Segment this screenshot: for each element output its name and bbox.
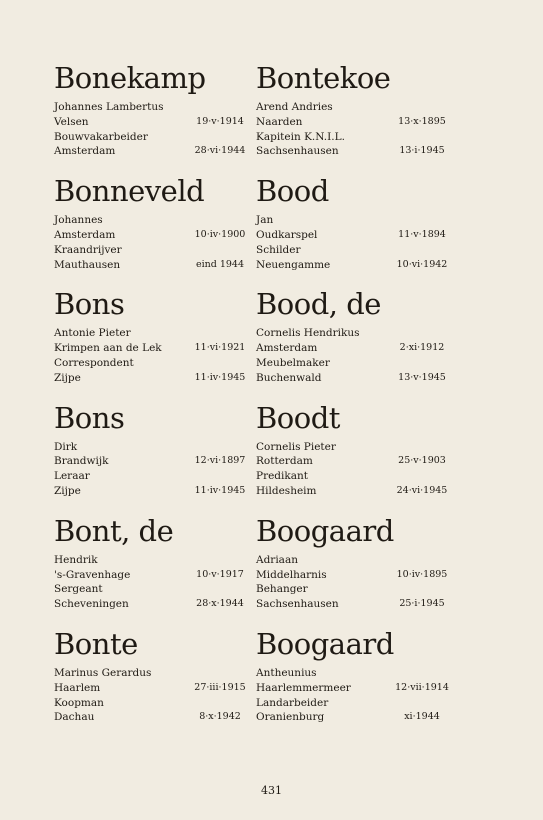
surname-heading: Bonte (54, 626, 138, 661)
death-date: eind 1944 (195, 258, 245, 270)
given-names: Johannes Lambertus (54, 101, 164, 113)
birth-row (54, 228, 254, 243)
occupation-row (256, 469, 456, 484)
birth-date: 10·v·1917 (196, 568, 244, 580)
death-row (256, 371, 456, 386)
death-date: 28·x·1944 (196, 598, 244, 610)
given-names-row (54, 666, 254, 681)
entry-bons-antonie (54, 276, 254, 389)
death-row (54, 597, 254, 612)
death-place: Mauthausen (54, 258, 121, 271)
birth-date: 11·v·1894 (398, 228, 446, 240)
entry-bonekamp (54, 50, 254, 163)
left-column (54, 50, 254, 725)
death-date: 11·iv·1945 (194, 371, 246, 383)
given-names-row (256, 553, 456, 568)
occupation: Predikant (256, 470, 308, 483)
death-place: Dachau (54, 711, 95, 724)
occupation: Bouwvakarbeider (54, 130, 148, 143)
birth-row (54, 454, 254, 469)
death-date: 11·iv·1945 (194, 484, 246, 496)
birth-place: Naarden (256, 115, 303, 128)
occupation-row (54, 356, 254, 371)
death-date: xi·1944 (404, 711, 440, 723)
occupation: Behanger (256, 583, 308, 596)
given-names-row (54, 100, 254, 115)
birth-date: 2·xi·1912 (399, 342, 445, 354)
entry-bons-dirk (54, 390, 254, 503)
death-date: 10·vi·1942 (396, 258, 448, 270)
death-row (256, 258, 456, 273)
death-row (54, 258, 254, 273)
page-number: 431 (261, 784, 282, 797)
death-date: 13·v·1945 (398, 371, 446, 383)
given-names: Cornelis Pieter (256, 440, 336, 453)
birth-row (256, 115, 456, 130)
occupation: Schilder (256, 243, 301, 256)
birth-place: Rotterdam (256, 455, 313, 468)
death-row (256, 597, 456, 612)
given-names-row (256, 440, 456, 455)
birth-row (256, 681, 456, 696)
occupation-row (256, 130, 456, 145)
given-names-row (256, 213, 456, 228)
death-row (54, 484, 254, 499)
birth-row (54, 341, 254, 356)
birth-place: Krimpen aan de Lek (54, 342, 162, 355)
given-names-row (54, 553, 254, 568)
occupation: Sergeant (54, 583, 103, 596)
death-date: 24·vi·1945 (396, 484, 448, 496)
occupation-row (54, 243, 254, 258)
given-names-row (256, 666, 456, 681)
surname-heading: Boodt (256, 400, 340, 435)
given-names: Antheunius (256, 666, 317, 679)
birth-date: 27·iii·1915 (194, 681, 246, 693)
entry-bood (256, 163, 456, 276)
given-names: Antonie Pieter (54, 327, 131, 340)
death-place: Hildesheim (256, 484, 317, 497)
birth-row (256, 228, 456, 243)
death-place: Sachsenhausen (256, 598, 339, 611)
birth-row (256, 454, 456, 469)
given-names: Adriaan (256, 553, 298, 566)
surname-heading: Bonneveld (54, 174, 205, 209)
death-place: Zijpe (54, 484, 81, 497)
birth-date: 11·vi·1921 (194, 342, 246, 354)
birth-row (54, 568, 254, 583)
occupation-row (256, 243, 456, 258)
birth-date: 12·vii·1914 (395, 681, 449, 693)
death-place: Sachsenhausen (256, 145, 339, 158)
birth-row (54, 115, 254, 130)
birth-place: Haarlemmermeer (256, 681, 351, 694)
birth-place: Velsen (54, 115, 89, 128)
entry-bonte (54, 616, 254, 725)
birth-place: Haarlem (54, 681, 101, 694)
entry-bontekoe (256, 50, 456, 163)
occupation-row (54, 469, 254, 484)
birth-place: Brandwijk (54, 455, 109, 468)
birth-date: 19·v·1914 (196, 115, 244, 127)
surname-heading: Bons (54, 400, 125, 435)
occupation-row (256, 582, 456, 597)
birth-row (256, 341, 456, 356)
entry-boodt (256, 390, 456, 503)
surname-heading: Bonekamp (54, 61, 206, 95)
given-names: Dirk (54, 440, 78, 453)
given-names: Marinus Gerardus (54, 666, 152, 679)
occupation-row (54, 130, 254, 145)
occupation: Kapitein K.N.I.L. (256, 130, 345, 143)
given-names: Johannes (54, 214, 103, 227)
surname-heading: Bontekoe (256, 61, 391, 95)
death-place: Oranienburg (256, 711, 325, 724)
birth-place: 's-Gravenhage (54, 568, 131, 581)
occupation: Leraar (54, 470, 90, 483)
birth-place: Amsterdam (256, 342, 318, 355)
right-column (256, 50, 456, 725)
birth-date: 12·vi·1897 (194, 455, 246, 467)
death-place: Zijpe (54, 371, 81, 384)
given-names: Jan (256, 214, 274, 227)
given-names: Arend Andries (256, 101, 333, 113)
given-names: Hendrik (54, 553, 98, 566)
death-row (256, 710, 456, 725)
death-date: 13·i·1945 (399, 145, 445, 157)
given-names-row (54, 213, 254, 228)
given-names-row (256, 100, 456, 115)
surname-heading: Bood, de (256, 287, 381, 322)
surname-heading: Bons (54, 287, 125, 322)
death-place: Buchenwald (256, 371, 322, 384)
birth-row (256, 568, 456, 583)
death-place: Amsterdam (54, 145, 116, 158)
entry-bood-de (256, 276, 456, 389)
occupation: Koopman (54, 696, 104, 709)
given-names-row (54, 440, 254, 455)
death-date: 28·vi·1944 (194, 145, 246, 157)
entry-boogaard-antheunius (256, 616, 456, 725)
occupation: Landarbeider (256, 696, 329, 709)
occupation: Correspondent (54, 356, 134, 369)
occupation: Meubelmaker (256, 356, 330, 369)
birth-row (54, 681, 254, 696)
death-date: 8·x·1942 (199, 711, 241, 723)
surname-heading: Bont, de (54, 513, 174, 548)
given-names-row (54, 326, 254, 341)
death-row (54, 144, 254, 159)
occupation-row (54, 582, 254, 597)
occupation-row (256, 696, 456, 711)
death-place: Scheveningen (54, 598, 129, 611)
death-date: 25·i·1945 (399, 598, 445, 610)
occupation-row (256, 356, 456, 371)
birth-place: Middelharnis (256, 568, 327, 581)
death-row (54, 710, 254, 725)
birth-place: Oudkarspel (256, 228, 318, 241)
death-row (54, 371, 254, 386)
entry-bont-de (54, 503, 254, 616)
birth-date: 13·x·1895 (398, 115, 446, 127)
occupation-row (54, 696, 254, 711)
occupation: Kraandrijver (54, 243, 122, 256)
birth-place: Amsterdam (54, 228, 116, 241)
given-names-row (256, 326, 456, 341)
entry-boogaard-adriaan (256, 503, 456, 616)
given-names: Cornelis Hendrikus (256, 327, 360, 340)
birth-date: 25·v·1903 (398, 455, 446, 467)
surname-heading: Bood (256, 174, 329, 209)
death-place: Neuengamme (256, 258, 331, 271)
entry-bonneveld (54, 163, 254, 276)
surname-heading: Boogaard (256, 626, 394, 661)
birth-date: 10·iv·1900 (194, 228, 246, 240)
surname-heading: Boogaard (256, 513, 394, 548)
death-row (256, 144, 456, 159)
birth-date: 10·iv·1895 (396, 568, 448, 580)
death-row (256, 484, 456, 499)
